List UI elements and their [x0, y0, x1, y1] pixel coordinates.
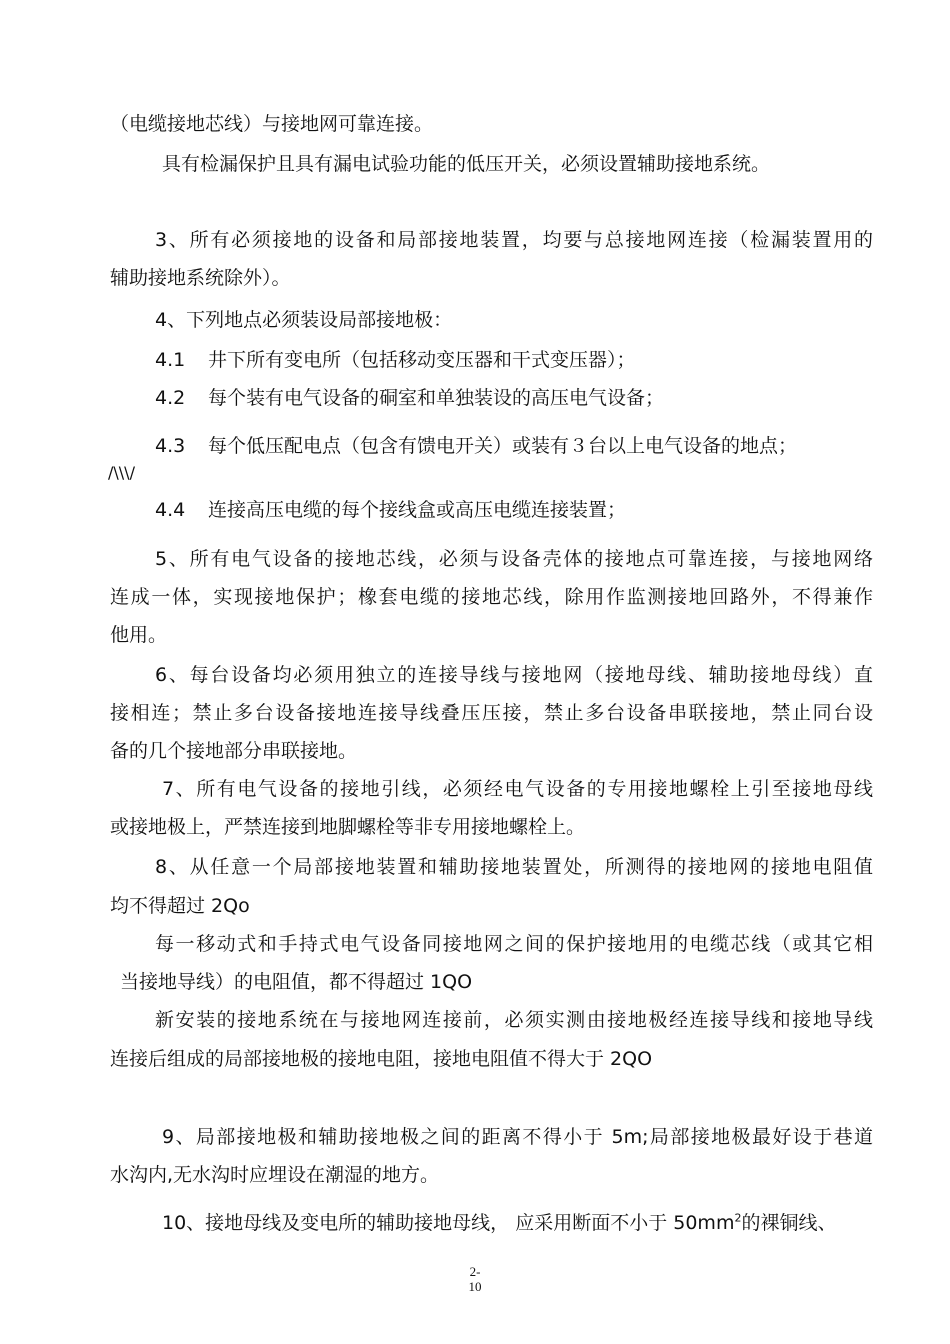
text-line: 具有检漏保护且具有漏电试验功能的低压开关，必须设置辅助接地系统。 [162, 153, 771, 175]
paragraph-5-line: 他用。 [110, 624, 168, 646]
item-number: 4.4 [155, 499, 186, 521]
paragraph-3-line: 3、所有必须接地的设备和局部接地装置，均要与总接地网连接（检漏装置用的 [155, 229, 873, 251]
paragraph-8-line: 8、从任意一个局部接地装置和辅助接地装置处，所测得的接地网的接地电阻值 [155, 856, 873, 878]
slash-symbols: /\\\/ [108, 463, 135, 482]
paragraph-6-line: 备的几个接地部分串联接地。 [110, 740, 358, 762]
page-number: 2- [469, 1264, 481, 1279]
list-item: 井下所有变电所（包括移动变压器和干式变压器）； [208, 349, 636, 371]
superscript: 2 [734, 1211, 742, 1225]
paragraph-7-line: 或接地极上，严禁连接到地脚螺栓等非专用接地螺栓上。 [110, 816, 586, 838]
paragraph-10-text: 的裸铜线、 [741, 1212, 837, 1234]
paragraph-6-line: 接相连；禁止多台设备接地连接导线叠压压接，禁止多台设备串联接地，禁止同台设 [110, 702, 873, 724]
paragraph-10-line [162, 1211, 836, 1235]
item-number: 4.2 [155, 387, 186, 409]
list-item: 连接高压电缆的每个接线盒或高压电缆连接装置； [208, 499, 627, 521]
paragraph-10-text: 10、接地母线及变电所的辅助接地母线， 应采用断面不小于 50mm [162, 1212, 735, 1234]
item-number: 4.3 [155, 435, 186, 457]
text-line: （电缆接地芯线）与接地网可靠连接。 [110, 113, 434, 135]
paragraph-4-heading: 4、下列地点必须装设局部接地极： [155, 309, 453, 331]
page-number: 10 [468, 1279, 482, 1294]
paragraph-8-line: 连接后组成的局部接地极的接地电阻，接地电阻值不得大于 2QO [110, 1048, 653, 1070]
paragraph-6-line: 6、每台设备均必须用独立的连接导线与接地网（接地母线、辅助接地母线）直 [155, 664, 873, 686]
paragraph-5-line: 连成一体，实现接地保护；橡套电缆的接地芯线，除用作监测接地回路外，不得兼作 [110, 586, 873, 608]
paragraph-5-line: 5、所有电气设备的接地芯线，必须与设备壳体的接地点可靠连接，与接地网络 [155, 548, 873, 570]
paragraph-8-line: 新安装的接地系统在与接地网连接前，必须实测由接地极经连接导线和接地导线 [155, 1009, 873, 1031]
paragraph-3-line: 辅助接地系统除外）。 [110, 267, 291, 289]
paragraph-8-line: 均不得超过 2Qo [110, 895, 250, 917]
paragraph-7-line: 7、所有电气设备的接地引线，必须经电气设备的专用接地螺栓上引至接地母线 [162, 778, 873, 800]
paragraph-9-line: 水沟内,无水沟时应埋设在潮湿的地方。 [110, 1164, 440, 1186]
list-item: 每个装有电气设备的硐室和单独装设的高压电气设备； [208, 387, 665, 409]
paragraph-8-line: 每一移动式和手持式电气设备同接地网之间的保护接地用的电缆芯线（或其它相 [155, 933, 873, 955]
paragraph-9-line: 9、局部接地极和辅助接地极之间的距离不得小于 5m;局部接地极最好设于巷道 [162, 1126, 873, 1148]
item-number: 4.1 [155, 349, 186, 371]
list-item: 每个低压配电点（包含有馈电开关）或装有３台以上电气设备的地点； [208, 435, 798, 457]
paragraph-8-line: 当接地导线）的电阻值，都不得超过 1QO [120, 971, 473, 993]
